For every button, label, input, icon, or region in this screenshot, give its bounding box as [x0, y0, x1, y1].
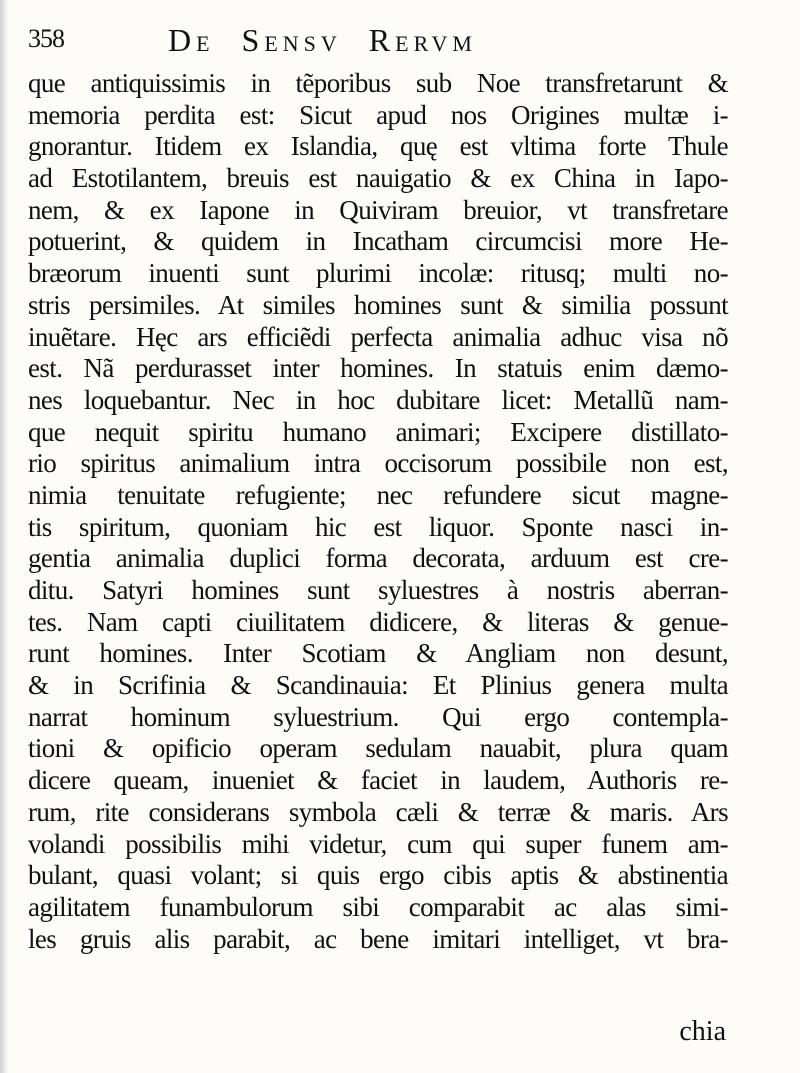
text-line: stris persimiles. At similes homines sunt & similia possunt	[28, 289, 728, 320]
text-line: narrat hominum syluestrium. Qui ergo contempla-	[28, 701, 728, 732]
page-number: 358	[28, 24, 64, 53]
text-line: volandi possibilis mihi videtur, cum qui super funem am-	[28, 828, 728, 859]
text-line: que antiquissimis in tẽporibus sub Noe transfretarunt &	[28, 68, 728, 98]
page-edge-shadow	[0, 0, 8, 1073]
text-line: gentia animalia duplici forma decorata, arduum est cre-	[28, 543, 728, 574]
text-line: agilitatem funambulorum sibi comparabit ac alas simi-	[28, 891, 728, 922]
text-line: rum, rite considerans symbola cæli & terræ & maris. Ars	[28, 796, 728, 827]
text-line: & in Scrifinia & Scandinauia: Et Plinius genera multa	[28, 670, 728, 701]
text-line: potuerint, & quidem in Incatham circumcisi more He-	[28, 226, 728, 257]
text-line: bræorum inuenti sunt plurimi incolæ: ritusq; multi no-	[28, 258, 728, 289]
text-line: les gruis alis parabit, ac bene imitari intelliget, vt bra-	[28, 923, 728, 954]
text-line: tis spiritum, quoniam hic est liquor. Sponte nasci in-	[28, 511, 728, 542]
running-title: De Sensv Rervm	[168, 22, 477, 58]
text-line: nimia tenuitate refugiente; nec refundere sicut magne-	[28, 479, 728, 510]
body-text	[28, 68, 728, 955]
text-line: memoria perdita est: Sicut apud nos Origines multæ i-	[28, 99, 728, 130]
text-line: inuẽtare. Hęc ars efficiẽdi perfecta animalia adhuc visa nõ	[28, 321, 728, 352]
text-line: runt homines. Inter Scotiam & Angliam non desunt,	[28, 638, 728, 669]
text-line: dicere queam, inueniet & faciet in laudem, Authoris re-	[28, 765, 728, 796]
text-line: est. Nã perdurasset inter homines. In statuis enim dæmo-	[28, 353, 728, 384]
text-line: bulant, quasi volant; si quis ergo cibis aptis & abstinentia	[28, 860, 728, 891]
text-line: ditu. Satyri homines sunt syluestres à nostris aberran-	[28, 575, 728, 605]
text-line: tioni & opificio operam sedulam nauabit, plura quam	[28, 733, 728, 764]
text-line: gnorantur. Itidem ex Islandia, quę est vltima forte Thule	[28, 131, 728, 162]
page-header	[28, 18, 768, 68]
text-line: nes loquebantur. Nec in hoc dubitare licet: Metallũ nam-	[28, 384, 728, 415]
text-line: tes. Nam capti ciuilitatem didicere, & literas & genue-	[28, 606, 728, 637]
catchword: chia	[679, 1016, 726, 1047]
text-line: rio spiritus animalium intra occisorum possibile non est,	[28, 448, 728, 479]
text-line: nem, & ex Iapone in Quiviram breuior, vt transfretare	[28, 194, 728, 225]
text-line: ad Estotilantem, breuis est nauigatio & ex China in Iapo-	[28, 163, 728, 194]
text-line: que nequit spiritu humano animari; Excipere distillato-	[28, 416, 728, 447]
